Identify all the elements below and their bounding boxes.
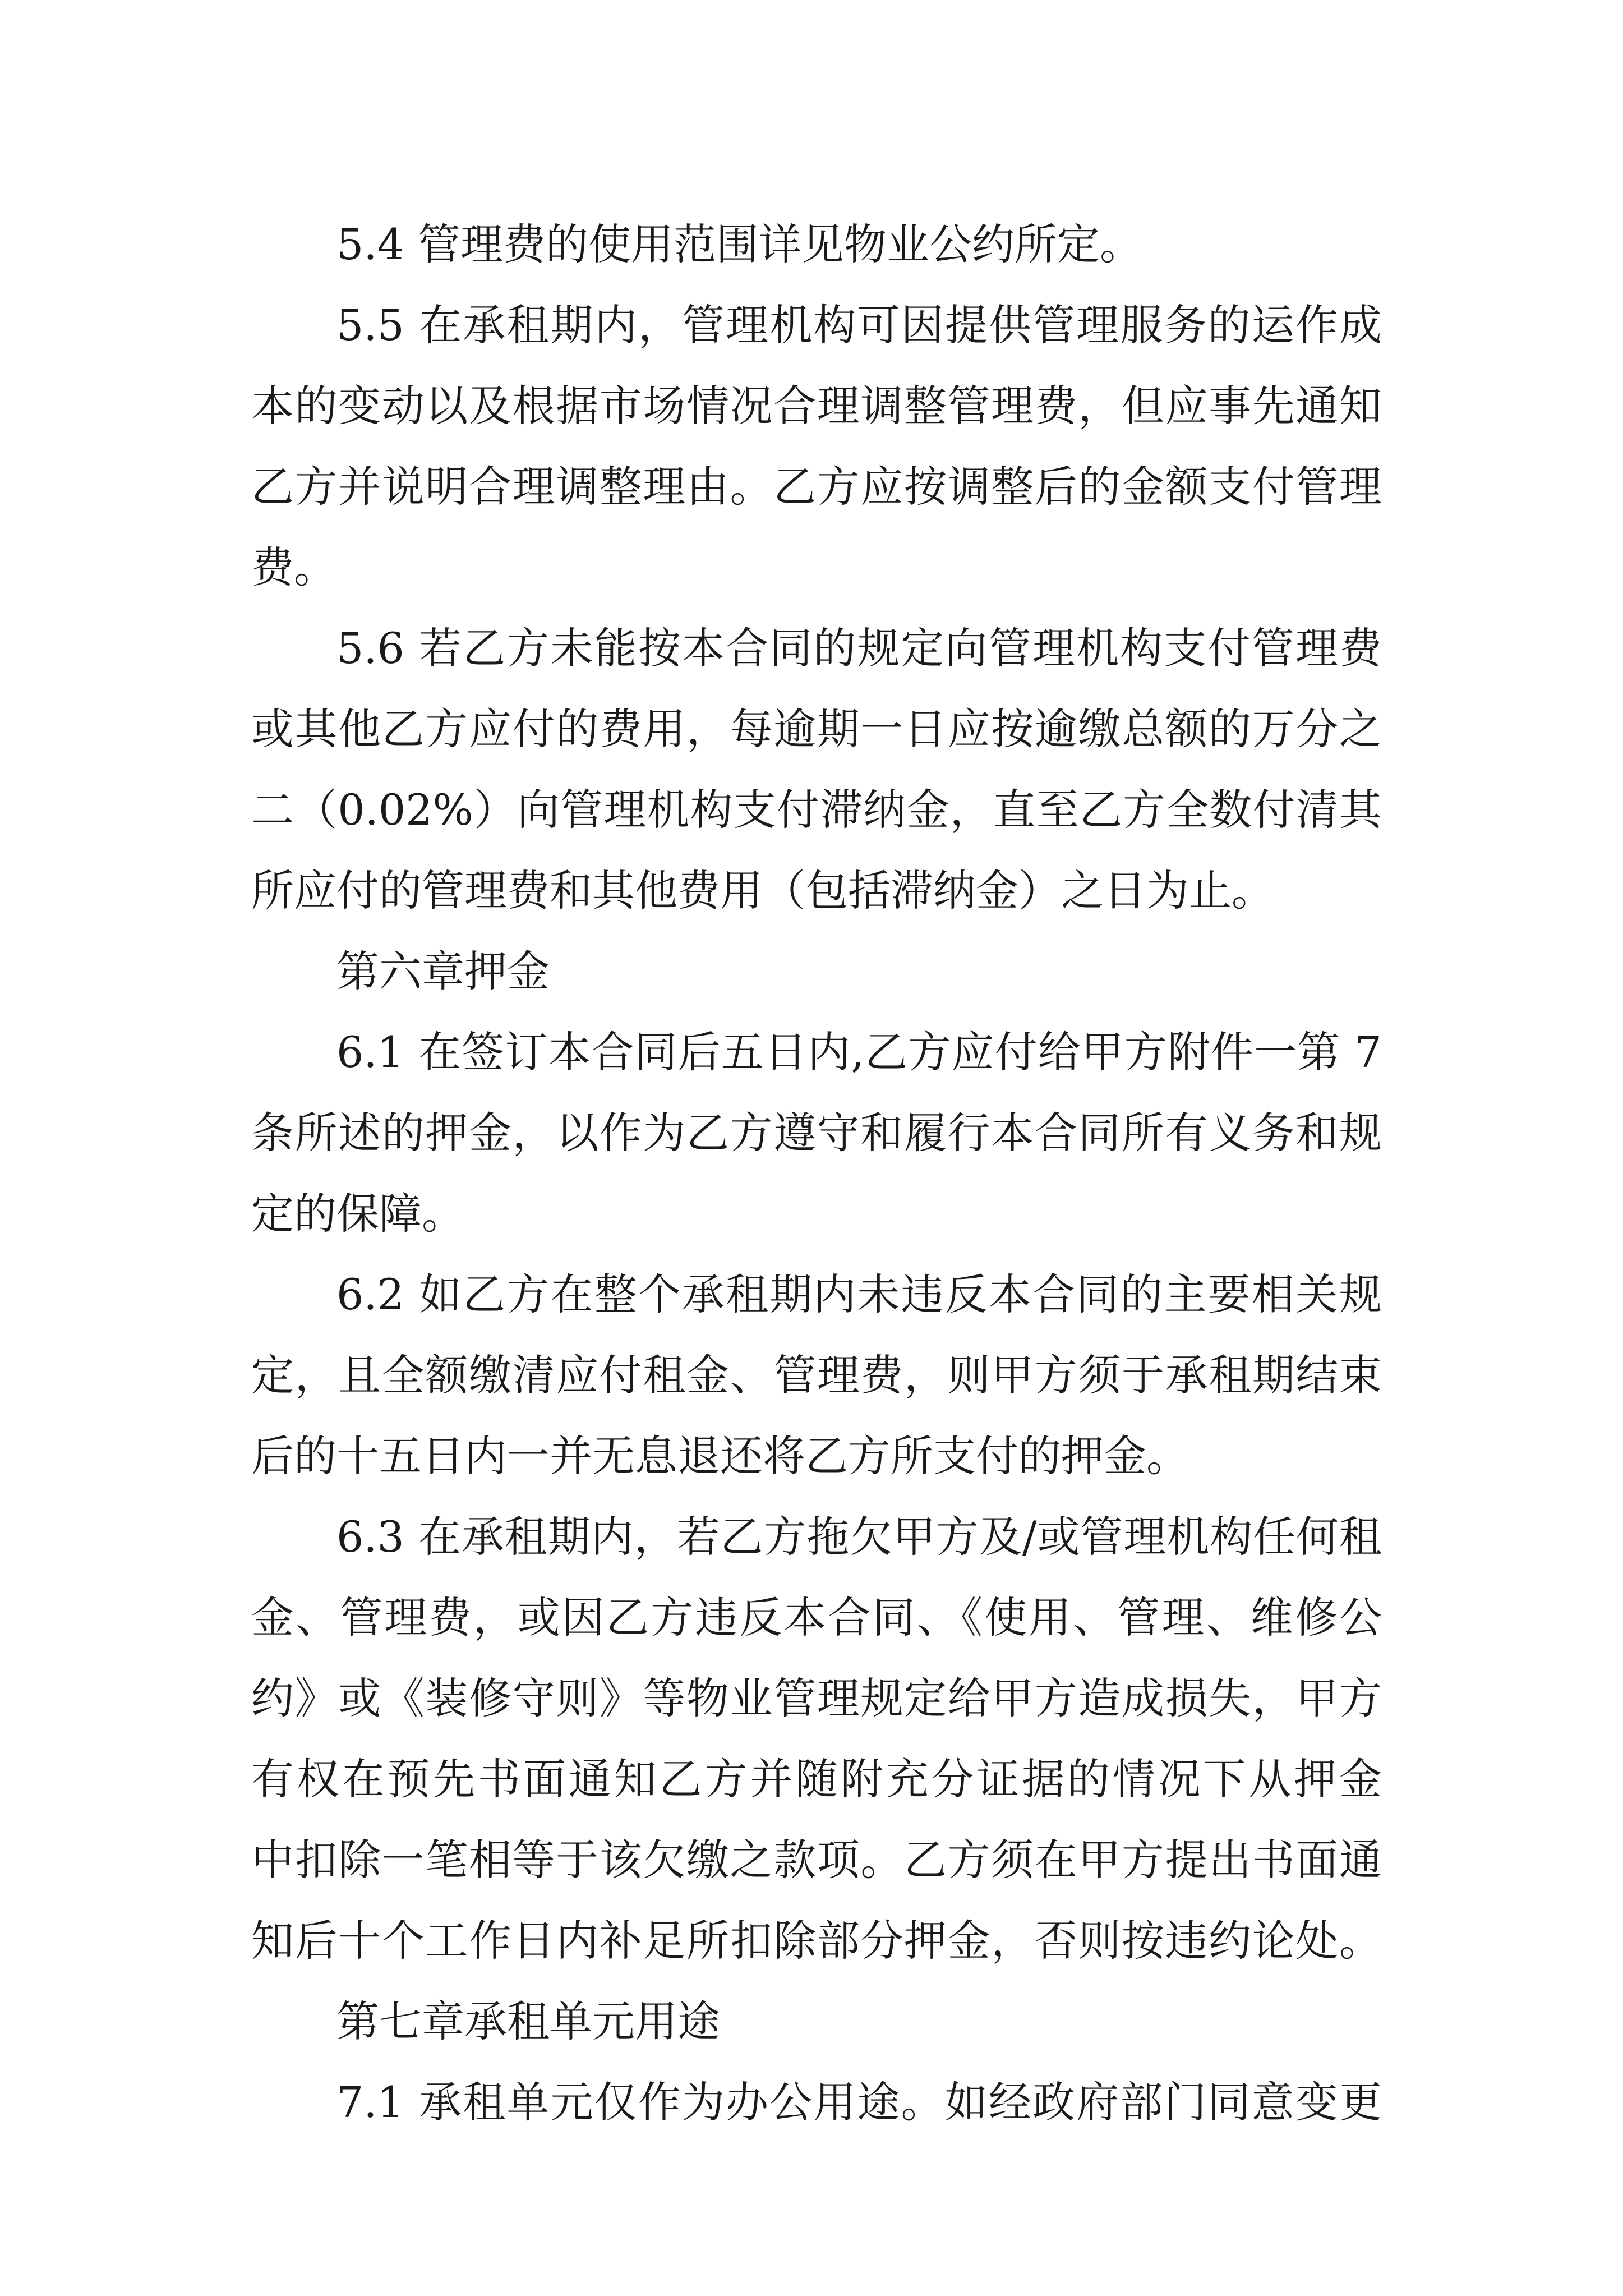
paragraph-6-1	[0, 1007, 1623, 1097]
text-line: 二（0.02%）向管理机构支付滞纳金，直至乙方全数付清其	[251, 785, 1382, 835]
paragraph-6-2	[0, 1250, 1623, 1340]
paragraph-6-1-cont	[0, 1169, 1623, 1259]
text-line: 定的保障。	[251, 1189, 464, 1239]
chapter-6-heading	[0, 927, 1623, 1016]
text-line: 有权在预先书面通知乙方并随附充分证据的情况下从押金	[251, 1754, 1382, 1804]
text-line: 7.1 承租单元仅作为办公用途。如经政府部门同意变更	[336, 2077, 1382, 2127]
paragraph-6-1-cont	[0, 1088, 1623, 1178]
text-line: 费。	[251, 542, 336, 592]
paragraph-5-5-cont	[0, 523, 1623, 613]
text-line: 5.4 管理费的使用范围详见物业公约所定。	[336, 219, 1143, 269]
text-line: 定，且全额缴清应付租金、管理费，则甲方须于承租期结束	[251, 1350, 1382, 1400]
paragraph-5-6-cont	[0, 765, 1623, 855]
paragraph-5-5	[0, 280, 1623, 370]
text-line: 6.3 在承租期内，若乙方拖欠甲方及/或管理机构任何租	[336, 1512, 1382, 1562]
text-line: 或其他乙方应付的费用，每逾期一日应按逾缴总额的万分之	[251, 704, 1382, 754]
text-line: 6.1 在签订本合同后五日内,乙方应付给甲方附件一第 7	[336, 1027, 1382, 1077]
text-line: 所应付的管理费和其他费用（包括滞纳金）之日为止。	[251, 866, 1274, 915]
text-line: 第六章押金	[336, 946, 550, 996]
paragraph-5-6-cont	[0, 684, 1623, 774]
paragraph-5-6	[0, 604, 1623, 693]
text-line: 本的变动以及根据市场情况合理调整管理费，但应事先通知	[251, 381, 1382, 431]
text-line: 约》或《装修守则》等物业管理规定给甲方造成损失，甲方	[251, 1673, 1382, 1723]
text-line: 中扣除一笔相等于该欠缴之款项。乙方须在甲方提出书面通	[251, 1835, 1382, 1885]
paragraph-6-2-cont	[0, 1331, 1623, 1420]
chapter-7-heading	[0, 1977, 1623, 2067]
text-line: 知后十个工作日内补足所扣除部分押金，否则按违约论处。	[251, 1916, 1382, 1966]
text-line: 第七章承租单元用途	[336, 1996, 720, 2046]
text-line: 后的十五日内一并无息退还将乙方所支付的押金。	[251, 1431, 1189, 1481]
paragraph-6-3-cont	[0, 1734, 1623, 1824]
text-line: 5.6 若乙方未能按本合同的规定向管理机构支付管理费	[336, 623, 1382, 673]
paragraph-6-3-cont	[0, 1815, 1623, 1905]
text-line: 条所述的押金，以作为乙方遵守和履行本合同所有义务和规	[251, 1108, 1382, 1158]
paragraph-6-2-cont	[0, 1411, 1623, 1501]
text-line: 金、管理费，或因乙方违反本合同、《使用、管理、维修公	[251, 1593, 1382, 1642]
paragraph-6-3-cont	[0, 1573, 1623, 1663]
paragraph-6-3-cont	[0, 1896, 1623, 1986]
text-line: 乙方并说明合理调整理由。乙方应按调整后的金额支付管理	[251, 462, 1382, 512]
paragraph-5-6-cont	[0, 846, 1623, 936]
paragraph-5-5-cont	[0, 361, 1623, 451]
paragraph-5-5-cont	[0, 442, 1623, 532]
paragraph-7-1	[0, 2058, 1623, 2147]
paragraph-6-3-cont	[0, 1654, 1623, 1743]
paragraph-6-3	[0, 1492, 1623, 1582]
text-line: 6.2 如乙方在整个承租期内未违反本合同的主要相关规	[336, 1269, 1382, 1319]
paragraph-5-4	[0, 200, 1623, 289]
text-line: 5.5 在承租期内，管理机构可因提供管理服务的运作成	[336, 300, 1382, 350]
